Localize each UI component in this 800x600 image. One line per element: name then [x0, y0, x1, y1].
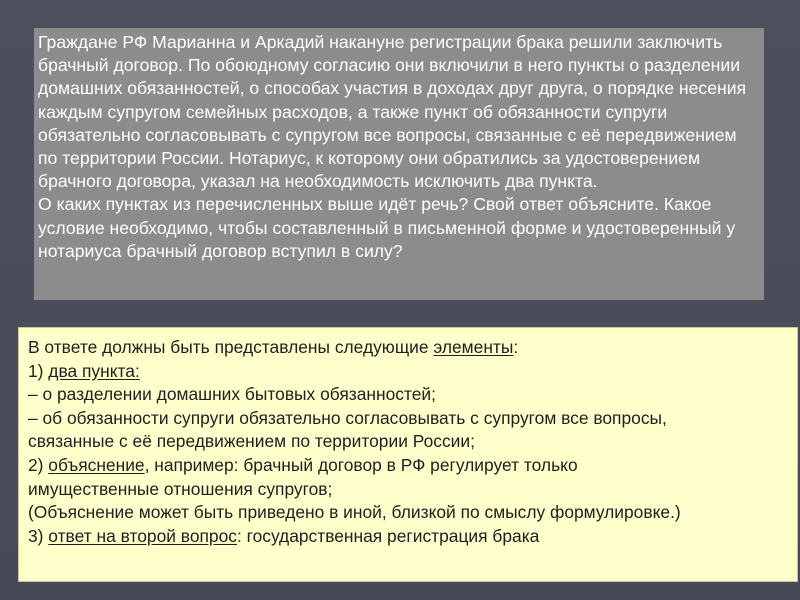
- question-paragraph-2: О каких пунктах из перечисленных выше идёт речь? Свой ответ объясните. Какое условие необходимо, чтобы составленный в письменной форме и удостоверенный у нотариуса брачный договор вступил в силу?: [38, 194, 736, 261]
- answer-item-1-number: 1): [28, 360, 49, 381]
- answer-item-2-line-1: [28, 454, 787, 478]
- answer-note: (Объяснение может быть приведено в иной, близкой по смыслу формулировке.): [28, 502, 681, 523]
- answer-item-3-number: 3): [28, 525, 49, 546]
- question-text-box: [34, 28, 764, 300]
- answer-item-1-point-2-line-2: связанные с её передвижением по территории России;: [28, 431, 475, 452]
- question-paragraph-1: Граждане РФ Марианна и Аркадий накануне регистрации брака решили заключить брачный договор. По обоюдному согласию они включили в него пункты о разделении домашних обязанностей, о способах участия в доходах друг друга, о порядке несения каждым супругом семейных расходов, а также пункт об обязанности супруги обязательно согласовывать с супругом все вопросы, связанные с её передвижением по территории России. Нотариус, к которому они обратились за удостоверением брачного договора, указал на необходимость исключить два пункта.: [38, 32, 747, 192]
- answer-item-3: [28, 525, 787, 549]
- answer-intro-text: В ответе должны быть представлены следующие: [28, 337, 434, 357]
- answer-item-1-point-2-line-1: – об обязанности супруги обязательно согласовывать с супругом все вопросы,: [28, 407, 667, 428]
- answer-intro: [28, 336, 787, 360]
- answer-item-2-line-2: имущественные отношения супругов;: [28, 478, 333, 499]
- answer-item-1-point-1: – о разделении домашних бытовых обязанностей;: [28, 384, 436, 405]
- answer-item-1-heading: [28, 360, 787, 384]
- answer-elements-box: [18, 327, 798, 582]
- answer-item-2-label: объяснение: [48, 454, 145, 475]
- answer-item-2-number: 2): [28, 454, 49, 475]
- answer-item-2-text: , например: брачный договор в РФ регулирует только: [144, 454, 578, 475]
- answer-item-3-label: ответ на второй вопрос: [48, 525, 237, 546]
- answer-item-1-label: два пункта:: [48, 360, 140, 381]
- answer-item-3-text: : государственная регистрация брака: [236, 525, 540, 546]
- answer-intro-underlined: элементы: [433, 337, 514, 357]
- answer-intro-colon: :: [513, 337, 519, 357]
